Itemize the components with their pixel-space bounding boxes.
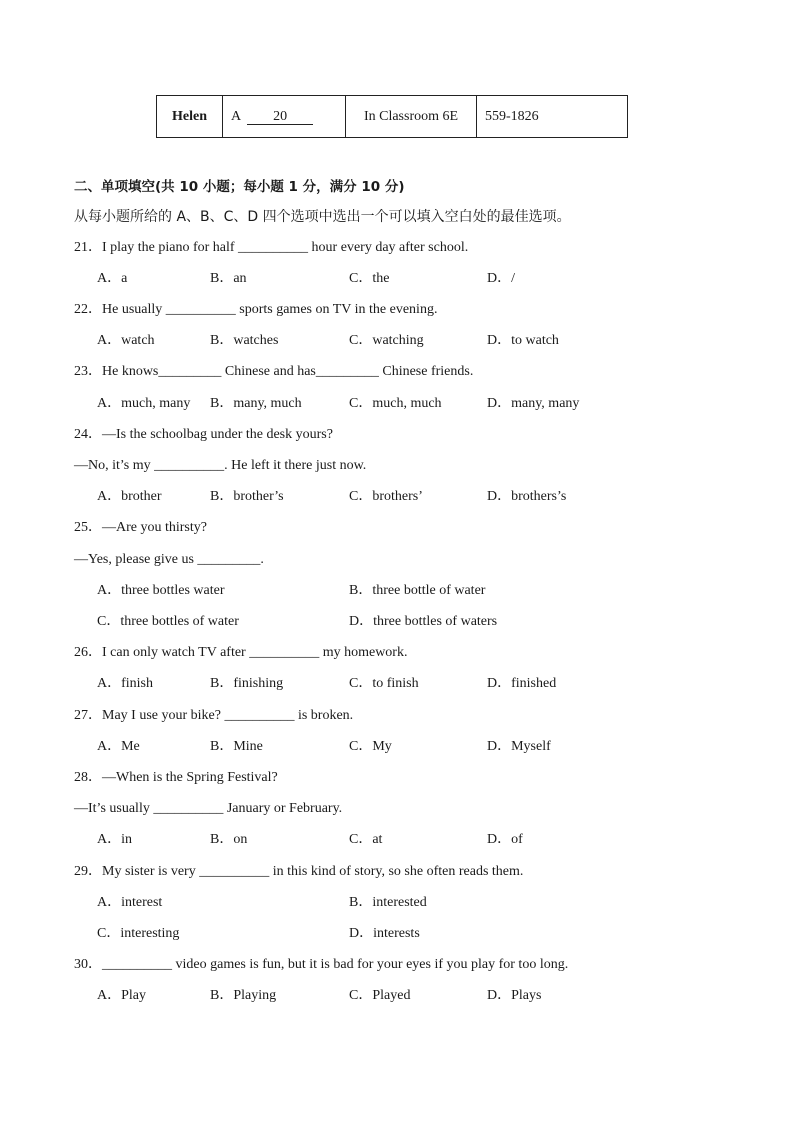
q23-option-b: B．many, much bbox=[210, 396, 302, 411]
q21-option-a: A．a bbox=[97, 271, 128, 286]
q21-option-d: D．/ bbox=[487, 271, 515, 286]
q28-option-b: B．on bbox=[210, 832, 248, 847]
q30-option-b: B．Playing bbox=[210, 988, 277, 1003]
q30-option-a: A．Play bbox=[97, 988, 146, 1003]
section-title: 二、单项填空(共 10 小题；每小题 1 分，满分 10 分) bbox=[74, 179, 405, 195]
q21-option-b: B．an bbox=[210, 271, 247, 286]
question-24-stem: 24．—Is the schoolbag under the desk yours? bbox=[74, 427, 333, 442]
q25-option-d: D．three bottles of waters bbox=[349, 614, 498, 629]
phone-cell: 559-1826 bbox=[477, 96, 628, 138]
q29-option-d: D．interests bbox=[349, 926, 420, 941]
grade-prefix: A bbox=[231, 108, 242, 124]
section-instruction: 从每小题所给的 A、B、C、D 四个选项中选出一个可以填入空白处的最佳选项。 bbox=[74, 209, 571, 225]
q23-option-c: C．much, much bbox=[349, 396, 442, 411]
q26-option-b: B．finishing bbox=[210, 676, 284, 691]
info-table bbox=[156, 95, 628, 138]
grade-blank: 20 bbox=[247, 109, 313, 125]
question-28-stem-2: —It’s usually __________ January or February. bbox=[74, 801, 343, 816]
q28-option-c: C．at bbox=[349, 832, 383, 847]
q25-option-a: A．three bottles water bbox=[97, 583, 225, 598]
classroom-cell: In Classroom 6E bbox=[346, 96, 477, 138]
q24-option-c: C．brothers’ bbox=[349, 489, 423, 504]
question-22-stem: 22．He usually __________ sports games on TV in the evening. bbox=[74, 302, 438, 317]
q27-option-a: A．Me bbox=[97, 739, 140, 754]
question-26-stem: 26．I can only watch TV after __________ my homework. bbox=[74, 645, 408, 660]
q30-option-d: D．Plays bbox=[487, 988, 542, 1003]
q25-option-c: C．three bottles of water bbox=[97, 614, 239, 629]
q23-option-d: D．many, many bbox=[487, 396, 580, 411]
question-24-stem-2: —No, it’s my __________. He left it there just now. bbox=[74, 458, 367, 473]
q23-option-a: A．much, many bbox=[97, 396, 191, 411]
question-29-stem: 29．My sister is very __________ in this kind of story, so she often reads them. bbox=[74, 864, 524, 879]
q22-option-a: A．watch bbox=[97, 333, 155, 348]
question-25-stem: 25．—Are you thirsty? bbox=[74, 520, 207, 535]
q27-option-d: D．Myself bbox=[487, 739, 551, 754]
q24-option-a: A．brother bbox=[97, 489, 162, 504]
q29-option-b: B．interested bbox=[349, 895, 427, 910]
question-23-stem: 23．He knows_________ Chinese and has_________ Chinese friends. bbox=[74, 364, 474, 379]
question-27-stem: 27．May I use your bike? __________ is broken. bbox=[74, 708, 354, 723]
q28-option-a: A．in bbox=[97, 832, 132, 847]
q21-option-c: C．the bbox=[349, 271, 390, 286]
q24-option-d: D．brothers’s bbox=[487, 489, 567, 504]
q26-option-c: C．to finish bbox=[349, 676, 419, 691]
q30-option-c: C．Played bbox=[349, 988, 411, 1003]
q22-option-b: B．watches bbox=[210, 333, 279, 348]
q27-option-b: B．Mine bbox=[210, 739, 263, 754]
q24-option-b: B．brother’s bbox=[210, 489, 284, 504]
q27-option-c: C．My bbox=[349, 739, 392, 754]
q25-option-b: B．three bottle of water bbox=[349, 583, 486, 598]
question-21-stem: 21．I play the piano for half __________ hour every day after school. bbox=[74, 240, 469, 255]
q26-option-a: A．finish bbox=[97, 676, 153, 691]
grade-cell bbox=[223, 96, 346, 138]
q22-option-c: C．watching bbox=[349, 333, 424, 348]
q29-option-c: C．interesting bbox=[97, 926, 180, 941]
q22-option-d: D．to watch bbox=[487, 333, 559, 348]
q26-option-d: D．finished bbox=[487, 676, 557, 691]
question-30-stem: 30．__________ video games is fun, but it is bad for your eyes if you play for too long. bbox=[74, 957, 569, 972]
question-28-stem: 28．—When is the Spring Festival? bbox=[74, 770, 278, 785]
student-name: Helen bbox=[157, 96, 223, 138]
q28-option-d: D．of bbox=[487, 832, 523, 847]
q29-option-a: A．interest bbox=[97, 895, 163, 910]
question-25-stem-2: —Yes, please give us _________. bbox=[74, 552, 264, 567]
